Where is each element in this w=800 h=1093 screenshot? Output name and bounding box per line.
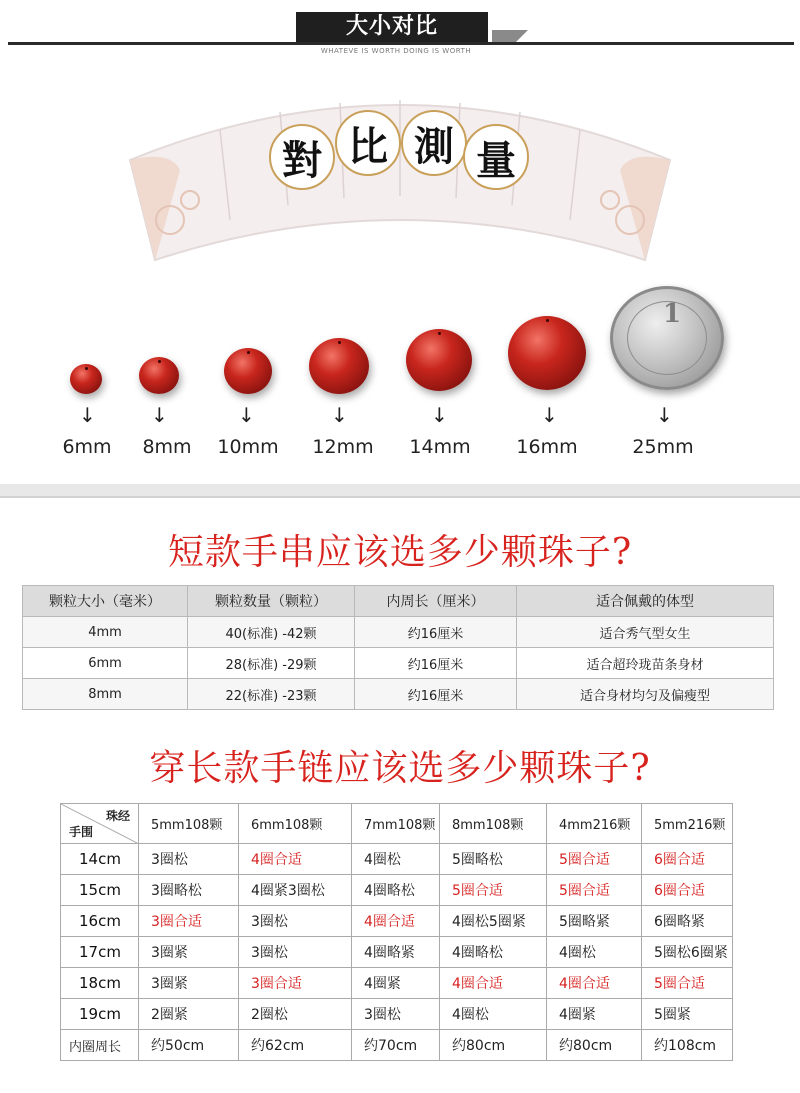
table-cell: 3圈松 [239, 906, 352, 937]
table-cell: 4圈松 [352, 844, 440, 875]
section-divider-line [0, 496, 800, 498]
table-cell: 4圈合适 [239, 844, 352, 875]
size-label-12mm: 12mm [312, 436, 374, 458]
table-header-row [23, 586, 774, 617]
arrow-icon: ↓ [431, 403, 448, 427]
long-section-title: 穿长款手链应该选多少颗珠子? [149, 748, 651, 789]
table-cell: 3圈紧 [139, 968, 239, 999]
table-cell: 8mm [23, 679, 188, 710]
table-cell: 6圈略紧 [642, 906, 733, 937]
column-header: 颗粒数量（颗粒） [188, 586, 355, 617]
table-cell: 5圈松6圈紧 [642, 937, 733, 968]
table-row [61, 844, 733, 875]
table-row [23, 617, 774, 648]
column-header: 5mm216颗 [642, 804, 733, 844]
table-cell: 4圈松 [440, 999, 547, 1030]
table-cell: 6圈合适 [642, 875, 733, 906]
table-cell: 约16厘米 [355, 679, 517, 710]
row-header-wrist: 18cm [61, 968, 139, 999]
table-cell: 4圈略松 [440, 937, 547, 968]
table-cell: 5圈合适 [547, 844, 642, 875]
banner-char-4: 量 [463, 124, 529, 190]
header-title: 大小对比 [296, 12, 488, 42]
table-row [61, 906, 733, 937]
table-cell: 3圈略松 [139, 875, 239, 906]
row-header-wrist: 15cm [61, 875, 139, 906]
bead-8mm [139, 357, 179, 394]
table-row [61, 875, 733, 906]
size-label-14mm: 14mm [409, 436, 471, 458]
row-header-wrist: 19cm [61, 999, 139, 1030]
table-cell: 4圈紧 [547, 999, 642, 1030]
table-cell: 2圈紧 [139, 999, 239, 1030]
size-label-10mm: 10mm [217, 436, 279, 458]
table-cell: 3圈合适 [139, 906, 239, 937]
table-cell: 40(标准) -42颗 [188, 617, 355, 648]
table-cell: 5圈略松 [440, 844, 547, 875]
row-header-wrist: 16cm [61, 906, 139, 937]
column-header: 7mm108颗 [352, 804, 440, 844]
table-cell: 约50cm [139, 1030, 239, 1061]
size-label-25mm: 25mm [632, 436, 694, 458]
table-cell: 5圈合适 [440, 875, 547, 906]
table-cell: 约16厘米 [355, 648, 517, 679]
table-cell: 4圈略紧 [352, 937, 440, 968]
coin-denomination: 1 [663, 299, 682, 329]
table-cell: 适合秀气型女生 [517, 617, 774, 648]
short-bracelet-table [22, 585, 774, 710]
table-cell: 5圈合适 [642, 968, 733, 999]
banner-char-3: 測 [401, 110, 467, 176]
table-cell: 4圈合适 [440, 968, 547, 999]
header-rule [8, 42, 794, 45]
table-cell: 约70cm [352, 1030, 440, 1061]
long-bracelet-table [60, 803, 733, 1061]
table-cell: 约108cm [642, 1030, 733, 1061]
bead-16mm [508, 316, 586, 390]
column-header: 内周长（厘米） [355, 586, 517, 617]
size-label-6mm: 6mm [62, 436, 112, 458]
bead-6mm [70, 364, 102, 394]
table-cell: 3圈松 [352, 999, 440, 1030]
corner-label-diameter: 珠经 [105, 809, 130, 823]
table-cell: 4圈松5圈紧 [440, 906, 547, 937]
table-cell: 约62cm [239, 1030, 352, 1061]
table-cell: 28(标准) -29颗 [188, 648, 355, 679]
table-cell: 适合超玲珑苗条身材 [517, 648, 774, 679]
arrow-icon: ↓ [79, 403, 96, 427]
row-header-inner-circumference: 内圈周长 [61, 1030, 139, 1061]
table-row [61, 968, 733, 999]
table-cell: 约80cm [547, 1030, 642, 1061]
banner-char-1: 對 [269, 124, 335, 190]
table-header-row [61, 804, 733, 844]
row-header-wrist: 17cm [61, 937, 139, 968]
table-cell: 22(标准) -23颗 [188, 679, 355, 710]
column-header: 6mm108颗 [239, 804, 352, 844]
table-cell: 3圈松 [239, 937, 352, 968]
short-section-title: 短款手串应该选多少颗珠子? [167, 532, 633, 573]
table-cell: 约80cm [440, 1030, 547, 1061]
table-cell: 适合身材均匀及偏瘦型 [517, 679, 774, 710]
size-label-8mm: 8mm [142, 436, 192, 458]
table-cell: 4圈合适 [352, 906, 440, 937]
column-header: 颗粒大小（毫米） [23, 586, 188, 617]
table-row [61, 999, 733, 1030]
table-cell: 3圈松 [139, 844, 239, 875]
table-cell: 2圈松 [239, 999, 352, 1030]
table-cell: 4圈紧3圈松 [239, 875, 352, 906]
corner-header-cell [61, 804, 139, 844]
arrow-icon: ↓ [656, 403, 673, 427]
table-cell: 6圈合适 [642, 844, 733, 875]
table-row [23, 679, 774, 710]
coin-25mm [610, 286, 724, 390]
row-header-wrist: 14cm [61, 844, 139, 875]
arrow-icon: ↓ [541, 403, 558, 427]
arrow-icon: ↓ [331, 403, 348, 427]
table-cell: 5圈合适 [547, 875, 642, 906]
banner-char-2: 比 [335, 110, 401, 176]
column-header: 4mm216颗 [547, 804, 642, 844]
column-header: 5mm108颗 [139, 804, 239, 844]
corner-label-wrist: 手围 [69, 825, 94, 839]
table-cell: 4圈合适 [547, 968, 642, 999]
table-cell: 4圈略松 [352, 875, 440, 906]
table-cell: 3圈紧 [139, 937, 239, 968]
column-header: 适合佩戴的体型 [517, 586, 774, 617]
table-footer-row [61, 1030, 733, 1061]
arrow-icon: ↓ [238, 403, 255, 427]
table-cell: 3圈合适 [239, 968, 352, 999]
arrow-icon: ↓ [151, 403, 168, 427]
header-subtitle: WHATEVE IS WORTH DOING IS WORTH [320, 47, 472, 55]
bead-10mm [224, 348, 272, 394]
table-cell: 4mm [23, 617, 188, 648]
size-label-16mm: 16mm [516, 436, 578, 458]
banner-title [265, 120, 535, 190]
section-divider [0, 484, 800, 496]
column-header: 8mm108颗 [440, 804, 547, 844]
table-cell: 6mm [23, 648, 188, 679]
bead-12mm [309, 338, 369, 394]
bead-14mm [406, 329, 472, 391]
table-row [23, 648, 774, 679]
table-cell: 5圈略紧 [547, 906, 642, 937]
table-cell: 约16厘米 [355, 617, 517, 648]
table-cell: 5圈紧 [642, 999, 733, 1030]
table-cell: 4圈紧 [352, 968, 440, 999]
table-row [61, 937, 733, 968]
table-cell: 4圈松 [547, 937, 642, 968]
